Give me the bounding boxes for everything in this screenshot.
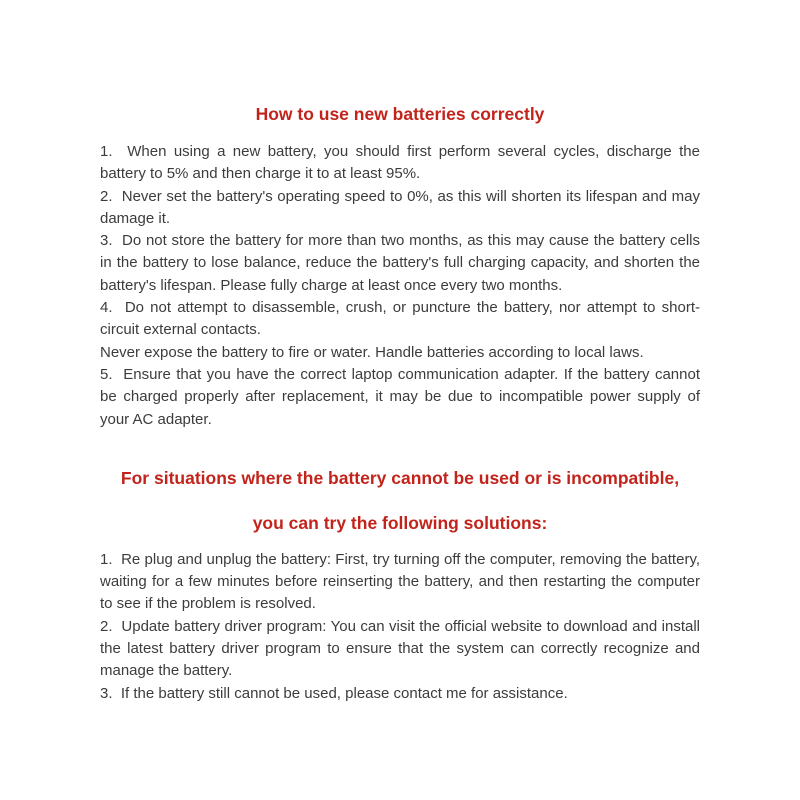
instruction-paragraph: 4. Do not attempt to disassemble, crush, or puncture the battery, nor attempt to short-circuit external contacts. bbox=[100, 299, 700, 339]
instruction-paragraph: 1. When using a new battery, you should first perform several cycles, discharge the battery to 5% and then charge it to at least 95%. bbox=[100, 143, 700, 183]
section1-body bbox=[100, 141, 700, 431]
section2-title-line1: For situations where the battery cannot be used or is incompatible, bbox=[120, 467, 680, 488]
instruction-paragraph: 2. Never set the battery's operating speed to 0%, as this will shorten its lifespan and may damage it. bbox=[100, 187, 700, 227]
solution-paragraph: 1. Re plug and unplug the battery: First, try turning off the computer, removing the battery, waiting for a few minutes before reinserting the battery, and then restarting the computer to see if the problem is resolved. bbox=[100, 550, 700, 613]
instruction-paragraph: 3. Do not store the battery for more than two months, as this may cause the battery cells in the battery to lose balance, reduce the battery's full charging capacity, and shorten the battery's lifespan. Please fully charge at least once every two months. bbox=[100, 232, 700, 294]
section1-title: How to use new batteries correctly bbox=[255, 104, 545, 124]
instruction-paragraph: 5. Ensure that you have the correct laptop communication adapter. If the battery cannot be charged properly after replacement, it may be due to incompatible power supply of your AC adapter. bbox=[100, 365, 700, 428]
instruction-paragraph: Never expose the battery to fire or water. Handle batteries according to local laws. bbox=[100, 343, 644, 361]
section2-body bbox=[100, 549, 700, 705]
section2-title-line2: you can try the following solutions: bbox=[252, 512, 548, 533]
solution-paragraph: 2. Update battery driver program: You can visit the official website to download and install the latest battery driver program to ensure that the system can correctly recognize and manage the battery. bbox=[100, 617, 700, 680]
solution-paragraph: 3. If the battery still cannot be used, please contact me for assistance. bbox=[100, 684, 568, 702]
